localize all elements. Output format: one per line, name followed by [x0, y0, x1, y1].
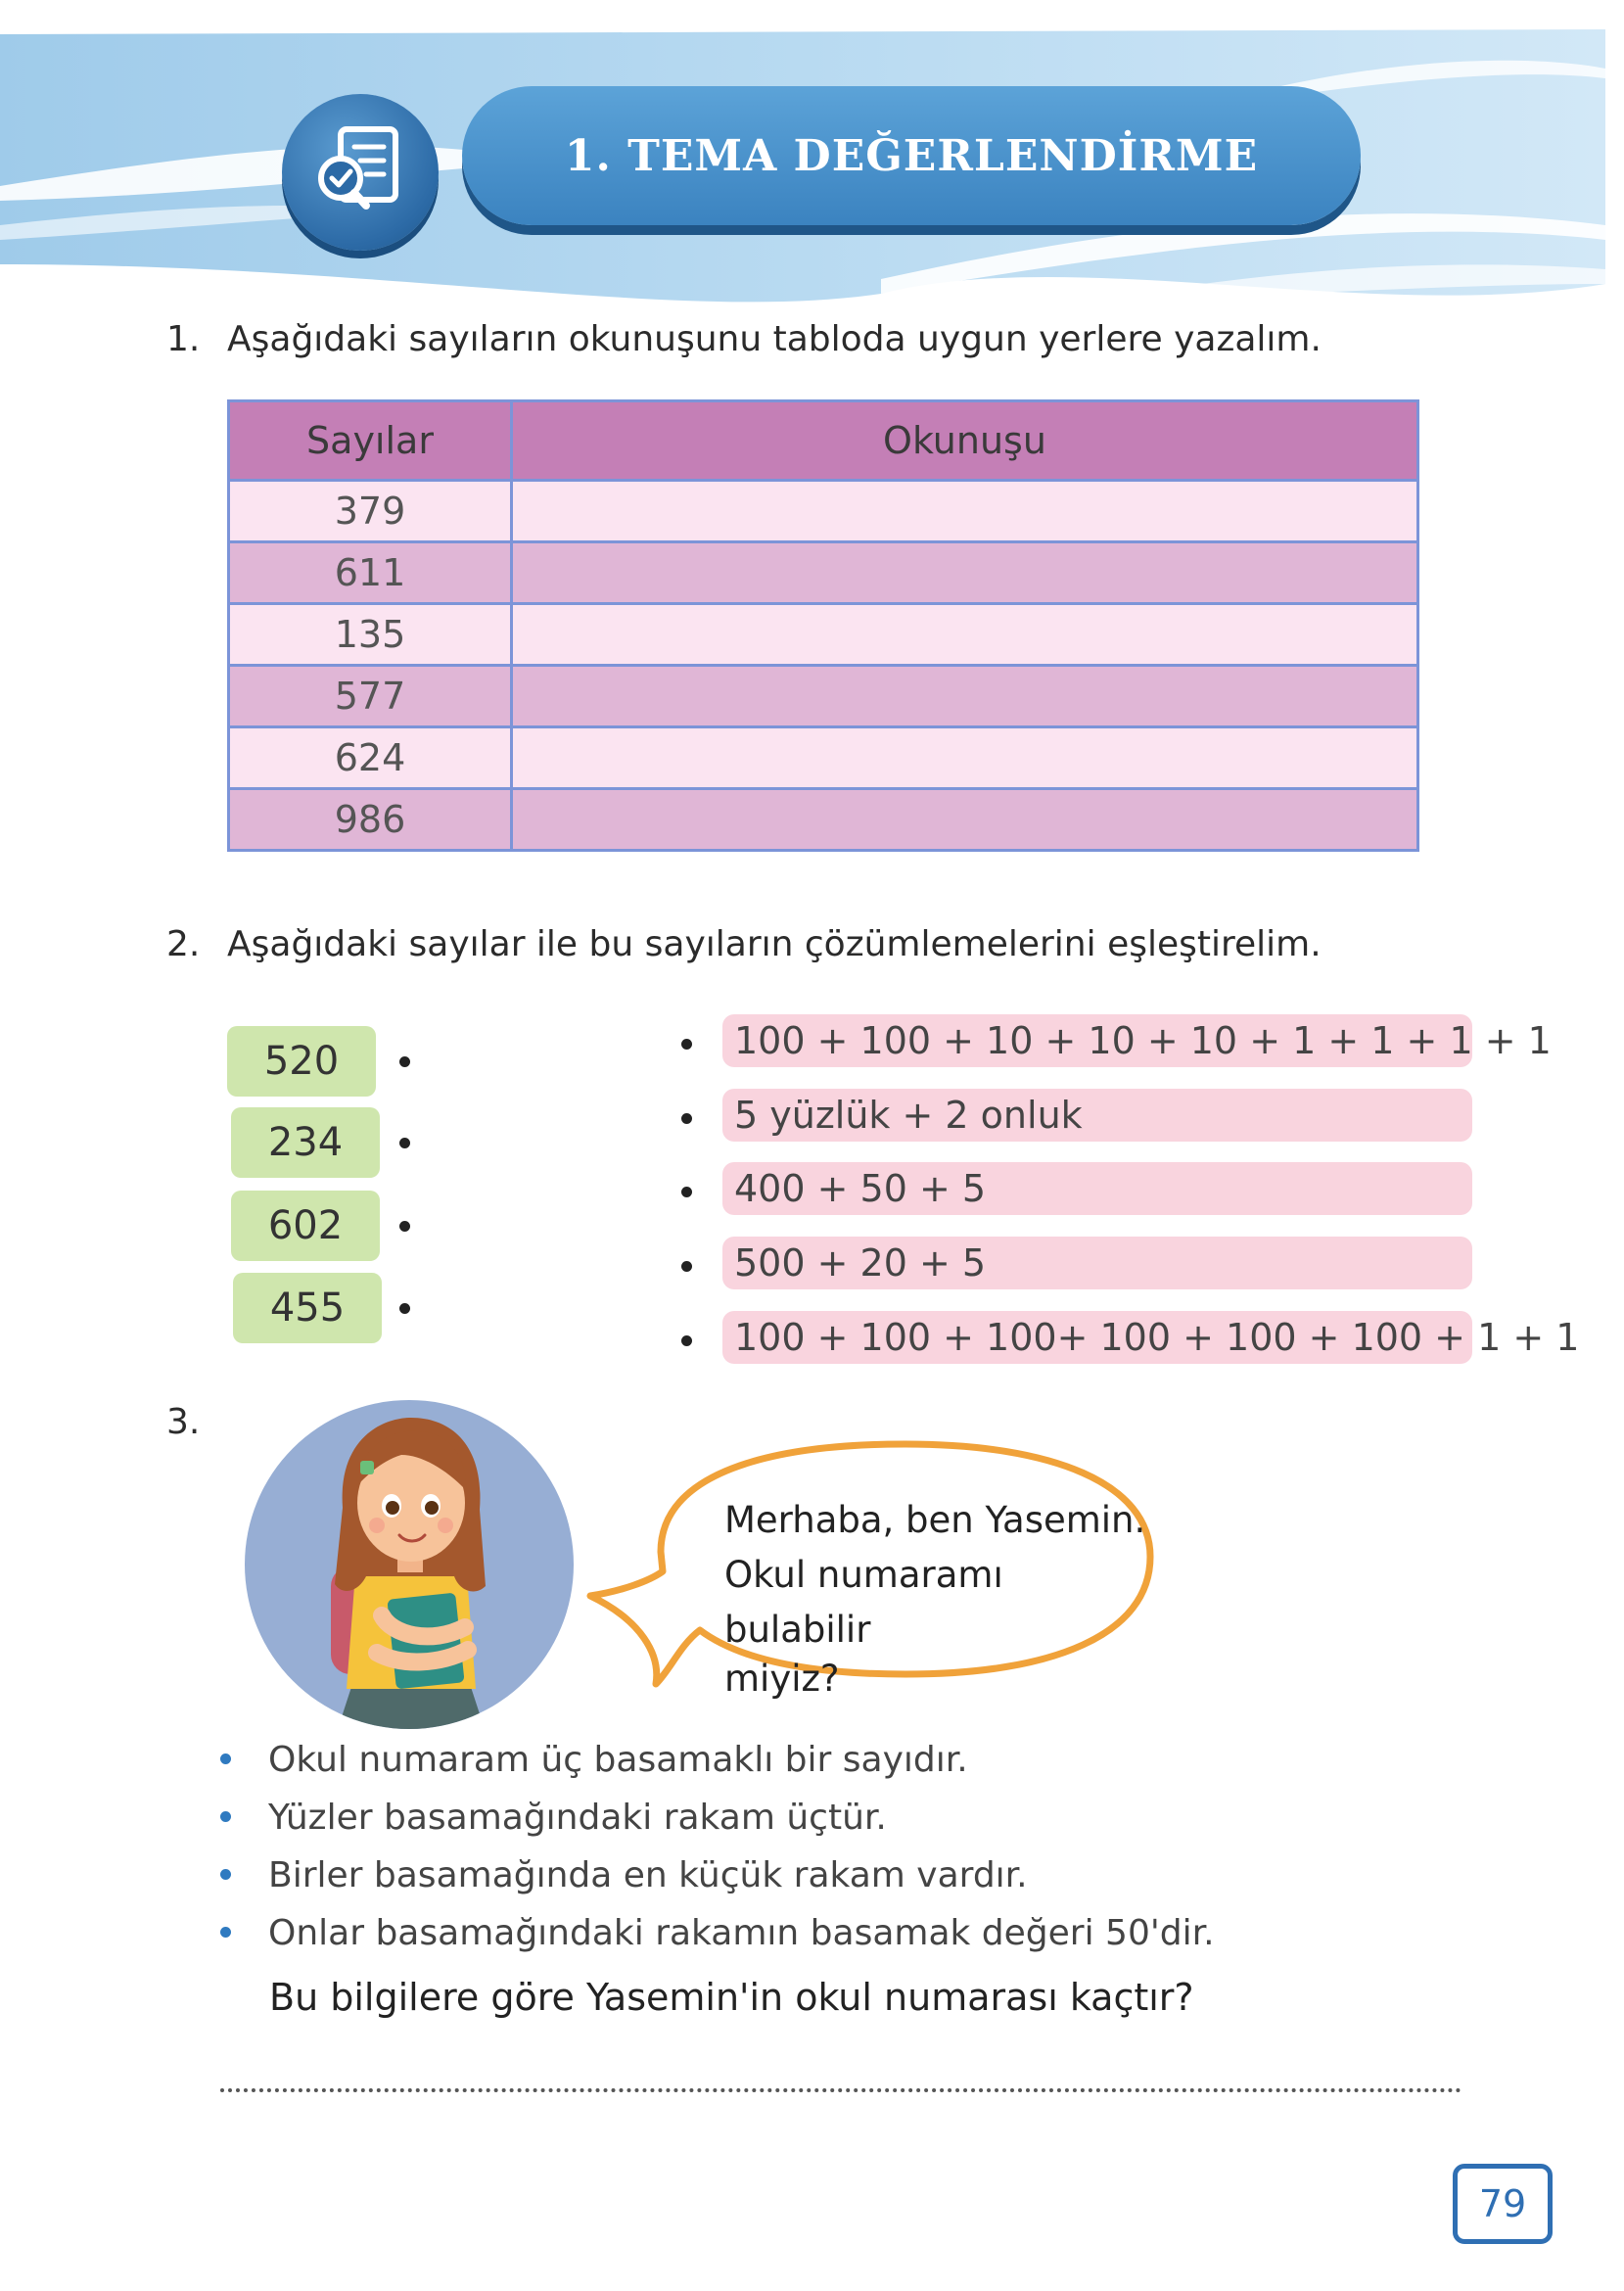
- column-header-numbers: Sayılar: [229, 401, 512, 481]
- speech-line: miyiz?: [724, 1658, 840, 1700]
- bullet-icon: [220, 1753, 231, 1764]
- table-row: [229, 727, 1418, 789]
- reading-answer-cell[interactable]: [512, 666, 1418, 727]
- match-dot-left[interactable]: [399, 1221, 410, 1232]
- page-number: 79: [1453, 2164, 1553, 2244]
- reading-answer-cell[interactable]: [512, 727, 1418, 789]
- number-reading-table: [227, 399, 1419, 852]
- number-cell: 135: [229, 604, 512, 666]
- match-dot-right[interactable]: [681, 1187, 692, 1197]
- question-3-number: 3.: [166, 1402, 201, 1442]
- question-number: 2.: [166, 924, 201, 964]
- table-row: [229, 666, 1418, 727]
- question-text: Aşağıdaki sayıların okunuşunu tabloda uygun yerlere yazalım.: [227, 319, 1322, 359]
- match-dot-right[interactable]: [681, 1039, 692, 1050]
- list-item: [220, 1904, 1215, 1962]
- number-tag: 234: [231, 1107, 380, 1178]
- table-row: [229, 542, 1418, 604]
- match-dot-right[interactable]: [681, 1113, 692, 1124]
- question-1: [166, 319, 1322, 359]
- list-item: [220, 1789, 1215, 1847]
- column-header-reading: Okunuşu: [512, 401, 1418, 481]
- bullet-icon: [220, 1927, 231, 1938]
- speech-text: [724, 1493, 1155, 1701]
- number-cell: 611: [229, 542, 512, 604]
- clue-text: Birler basamağında en küçük rakam vardır.: [268, 1855, 1028, 1895]
- clue-text: Okul numaram üç basamaklı bir sayıdır.: [268, 1740, 968, 1780]
- number-cell: 577: [229, 666, 512, 727]
- clue-text: Yüzler basamağındaki rakam üçtür.: [268, 1798, 887, 1838]
- number-cell: 624: [229, 727, 512, 789]
- table-row: [229, 481, 1418, 542]
- expansion-bar: 500 + 20 + 5: [722, 1237, 1472, 1289]
- bullet-icon: [220, 1869, 231, 1880]
- question-2: [166, 924, 1322, 964]
- reading-answer-cell[interactable]: [512, 604, 1418, 666]
- expansion-bar: 100 + 100 + 100+ 100 + 100 + 100 + 1 + 1: [722, 1311, 1472, 1364]
- bullet-icon: [220, 1811, 231, 1822]
- question-text: Aşağıdaki sayılar ile bu sayıların çözümlemelerini eşleştirelim.: [227, 924, 1322, 964]
- table-row: [229, 789, 1418, 851]
- match-dot-right[interactable]: [681, 1335, 692, 1346]
- reading-answer-cell[interactable]: [512, 542, 1418, 604]
- expansion-bar: 5 yüzlük + 2 onluk: [722, 1089, 1472, 1142]
- number-tag: 520: [227, 1026, 376, 1097]
- list-item: [220, 1847, 1215, 1904]
- number-tag: 455: [233, 1273, 382, 1343]
- answer-line[interactable]: [220, 2088, 1462, 2092]
- number-cell: 986: [229, 789, 512, 851]
- final-question: Bu bilgilere göre Yasemin'in okul numarası kaçtır?: [269, 1976, 1194, 2019]
- page-title: 1. TEMA DEĞERLENDİRME: [564, 130, 1259, 181]
- clue-list: [220, 1731, 1215, 1962]
- table-row: [229, 604, 1418, 666]
- match-dot-left[interactable]: [399, 1138, 410, 1148]
- reading-answer-cell[interactable]: [512, 789, 1418, 851]
- reading-answer-cell[interactable]: [512, 481, 1418, 542]
- expansion-bar: 100 + 100 + 10 + 10 + 10 + 1 + 1 + 1 + 1: [722, 1014, 1472, 1067]
- speech-line: Okul numaramı bulabilir: [724, 1554, 1003, 1651]
- match-dot-left[interactable]: [399, 1303, 410, 1314]
- match-dot-left[interactable]: [399, 1056, 410, 1067]
- question-number: 1.: [166, 319, 201, 359]
- evaluation-document-icon: [282, 94, 439, 251]
- clue-text: Onlar basamağındaki rakamın basamak değeri 50'dir.: [268, 1913, 1215, 1953]
- number-tag: 602: [231, 1191, 380, 1261]
- title-banner: [462, 86, 1361, 225]
- match-dot-right[interactable]: [681, 1261, 692, 1272]
- girl-illustration: [245, 1400, 574, 1729]
- number-cell: 379: [229, 481, 512, 542]
- speech-line: Merhaba, ben Yasemin.: [724, 1499, 1146, 1541]
- list-item: [220, 1731, 1215, 1789]
- expansion-bar: 400 + 50 + 5: [722, 1162, 1472, 1215]
